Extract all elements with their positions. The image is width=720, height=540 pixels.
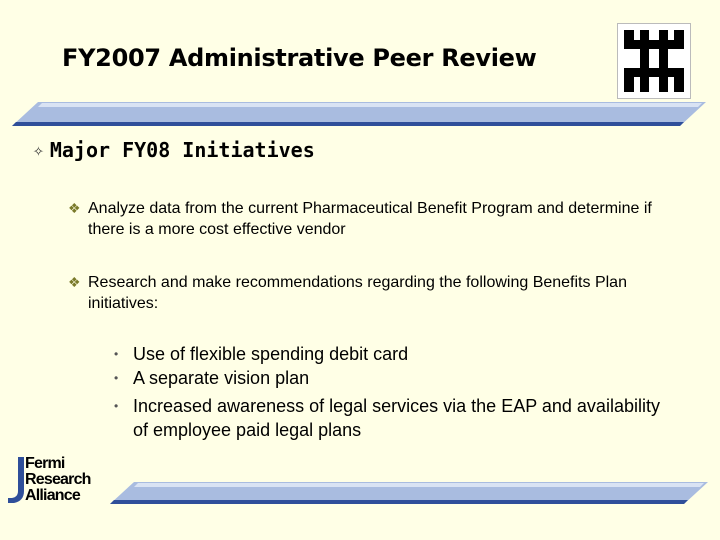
fermilab-logo xyxy=(617,23,691,99)
section-heading xyxy=(33,138,315,162)
list-item-text: Research and make recommendations regarding the following Benefits Plan initiatives: xyxy=(88,274,627,312)
fra-logo-text xyxy=(25,456,91,504)
list-item xyxy=(68,198,668,240)
diamond-flower-icon: ❖ xyxy=(68,200,81,216)
diamond-flower-icon: ❖ xyxy=(68,274,81,290)
sub-list-item-text: Use of flexible spending debit card xyxy=(133,344,409,364)
bullet-dot-icon: • xyxy=(114,399,119,413)
sub-list-item xyxy=(114,394,674,442)
sub-list-item xyxy=(114,366,674,390)
fra-logo-line: Research xyxy=(25,471,91,488)
bullet-dot-icon: • xyxy=(114,347,119,361)
bullet-dot-icon: • xyxy=(114,371,119,385)
sub-list-item xyxy=(114,342,674,366)
four-point-star-icon: ✧ xyxy=(33,139,44,161)
fra-logo-line: Fermi xyxy=(25,455,65,472)
fra-logo-line: Alliance xyxy=(25,487,80,504)
header-divider-bar xyxy=(8,100,708,128)
list-item-text: Analyze data from the current Pharmaceutical Benefit Program and determine if there is a more cost effective vendor xyxy=(88,200,652,238)
sub-list-item-text: A separate vision plan xyxy=(133,368,310,388)
list-item xyxy=(68,272,668,314)
section-heading-text: Major FY08 Initiatives xyxy=(49,138,315,162)
sub-list-item-text: Increased awareness of legal services via the EAP and availability of employee paid legal plans xyxy=(133,396,660,440)
footer-divider-bar xyxy=(108,480,710,506)
slide-title: FY2007 Administrative Peer Review xyxy=(62,44,537,72)
